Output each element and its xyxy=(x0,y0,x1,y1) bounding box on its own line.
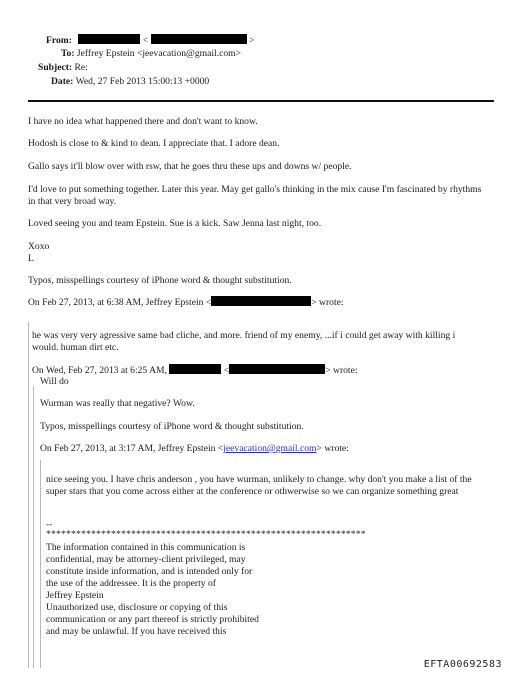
from-label: From: xyxy=(46,35,72,46)
date-row xyxy=(51,76,209,87)
signature-line: L xyxy=(28,253,34,264)
body-paragraph: Loved seeing you and team Epstein. Sue is a kick. Saw Jenna last night, too. xyxy=(28,218,322,229)
header-divider xyxy=(28,100,494,102)
subject-label: Subject: xyxy=(38,62,73,73)
to-value: Jeffrey Epstein <jeevacation@gmail.com> xyxy=(76,48,242,59)
document-id: EFTA00692583 xyxy=(423,659,502,670)
redaction-box xyxy=(78,34,140,44)
date-value: Wed, 27 Feb 2013 15:00:13 +0000 xyxy=(75,76,210,87)
subject-row xyxy=(38,62,88,73)
redaction-box xyxy=(169,364,221,374)
quote-intro xyxy=(32,364,358,376)
body-paragraph: I'd love to put something together. Later this year. May get gallo's thinking in the mix cause I'm fascinated by rhythms in that very broad way. xyxy=(28,184,482,207)
quote-text: Will do xyxy=(40,376,69,387)
to-label: To: xyxy=(61,48,75,59)
signature-line: Xoxo xyxy=(28,241,50,252)
body-paragraph: Gallo says it'll blow over with rsw, that he goes thru these ups and downs w/ people. xyxy=(28,161,352,172)
to-row xyxy=(61,48,241,59)
quote-intro-end: > wrote: xyxy=(311,297,344,308)
from-row xyxy=(46,34,254,46)
redaction-box xyxy=(211,296,311,306)
quote-text: Wurman was really that negative? Wow. xyxy=(40,398,195,409)
quote-intro-text: On Feb 27, 2013, at 3:17 AM, Jeffrey Epstein < xyxy=(40,443,224,454)
redaction-box xyxy=(151,34,247,44)
disclaimer-line: Unauthorized use, disclosure or copying of this xyxy=(46,602,228,613)
quote-bar xyxy=(28,322,29,668)
signature-dash: -- xyxy=(46,519,53,530)
quote-bar xyxy=(40,460,41,668)
quote-intro xyxy=(40,443,349,454)
quote-intro-text: On Wed, Feb 27, 2013 at 6:25 AM, xyxy=(32,365,167,376)
typos-note: Typos, misspellings courtesy of iPhone word & thought substitution. xyxy=(28,275,292,286)
disclaimer-line: communication or any part thereof is strictly prohibited xyxy=(46,614,259,625)
date-label: Date: xyxy=(51,76,74,87)
from-sep: < xyxy=(142,35,149,46)
disclaimer-line: constitute inside information, and is intended only for xyxy=(46,566,253,577)
quote-text: he was very very agressive same bad cliche, and more. friend of my enemy, ...if i could get away with killing i would. human dirt etc. xyxy=(32,330,456,353)
quote-intro xyxy=(28,296,344,308)
redaction-box xyxy=(229,364,325,374)
quote-intro-end: > wrote: xyxy=(316,443,349,454)
quote-intro-end: > wrote: xyxy=(325,365,358,376)
disclaimer-line: The information contained in this communication is xyxy=(46,542,246,553)
quote-text: nice seeing you. I have chris anderson , you have wurman, unlikely to change. why don't you make a list of the super stars that you come across either at the conference or othwerwise so we can organize something great xyxy=(46,474,472,497)
body-paragraph: I have no idea what happened there and don't want to know. xyxy=(28,116,258,127)
body-paragraph: Hodosh is close to & kind to dean. I appreciate that. I adore dean. xyxy=(28,138,280,149)
disclaimer-line: and may be unlawful. If you have received this xyxy=(46,626,227,637)
disclaimer xyxy=(46,542,346,638)
separator-stars: **************************************************************** xyxy=(46,529,366,540)
quote-intro-text: On Feb 27, 2013, at 6:38 AM, Jeffrey Epstein < xyxy=(28,297,212,308)
quote-intro-mid: < xyxy=(223,365,230,376)
disclaimer-line: Jeffrey Epstein xyxy=(46,590,104,601)
disclaimer-line: the use of the addressee. It is the property of xyxy=(46,578,216,589)
disclaimer-line: confidential, may be attorney-client privileged, may xyxy=(46,554,246,565)
email-link[interactable]: jeevacation@gmail.com xyxy=(223,443,317,454)
subject-value: Re: xyxy=(74,62,88,73)
from-end: > xyxy=(248,35,255,46)
quote-bar xyxy=(33,386,34,668)
quote-text: Typos, misspellings courtesy of iPhone word & thought substitution. xyxy=(40,421,304,432)
